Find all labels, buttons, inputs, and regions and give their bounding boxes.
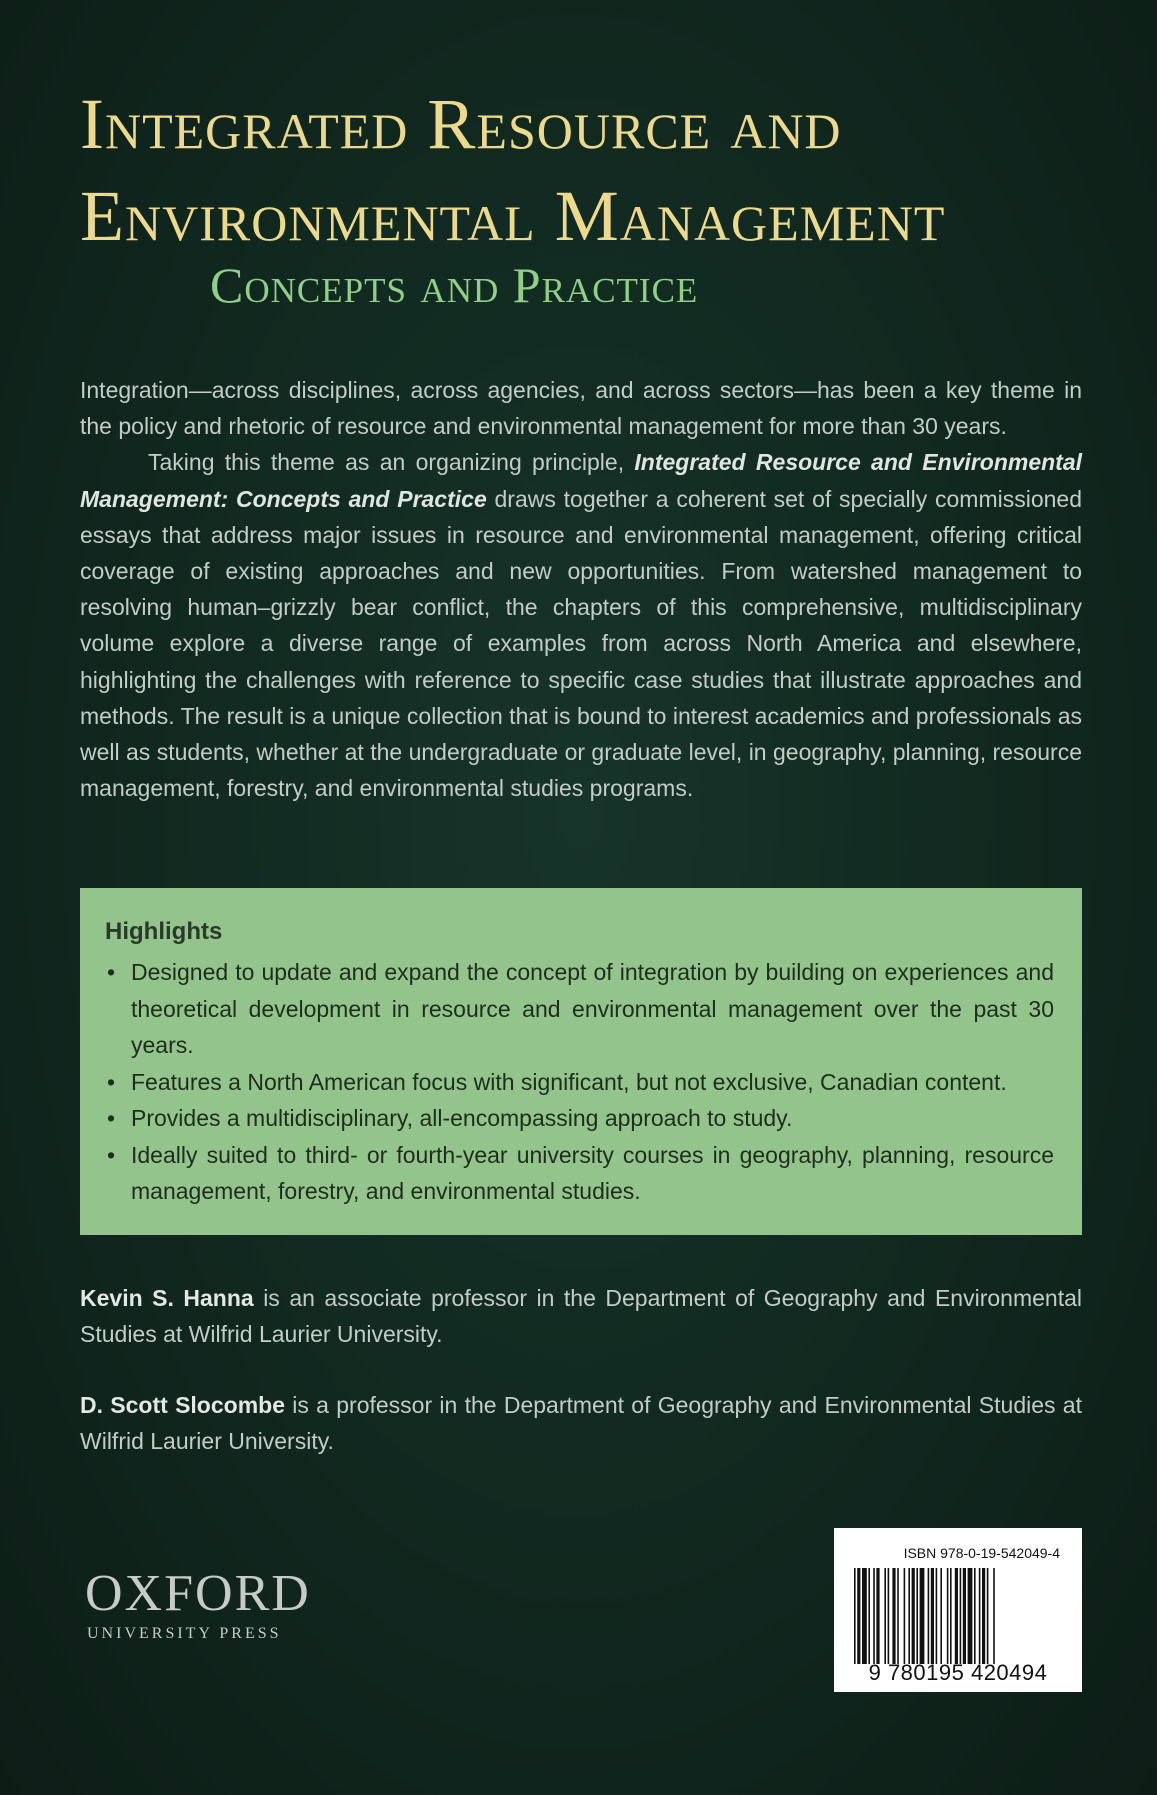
highlight-text: Features a North American focus with significant, but not exclusive, Canadian content.: [131, 1068, 1007, 1095]
bullet-icon: •: [107, 959, 116, 985]
barcode-bar: [892, 1568, 895, 1664]
barcode-bar: [920, 1568, 925, 1664]
barcode-bar: [876, 1568, 879, 1664]
author-name-1: Kevin S. Hanna: [80, 1285, 254, 1311]
barcode-bar: [960, 1568, 962, 1664]
barcode-icon: [850, 1568, 1066, 1664]
barcode-bar: [940, 1568, 942, 1664]
barcode-bar: [974, 1568, 976, 1664]
publisher-name: OXFORD: [85, 1565, 311, 1622]
barcode-bar: [873, 1568, 875, 1664]
blurb-paragraph-1: Integration—across disciplines, across agencies, and across sectors—has been a key theme in the policy and rhetoric of resource and environmental management for more than 30 years.: [80, 377, 1082, 440]
barcode-digits: 9 780195 420494: [868, 1660, 1048, 1685]
publisher-subname: UNIVERSITY PRESS: [87, 1625, 282, 1642]
author-bio-1: [80, 1280, 1082, 1352]
barcode-bar: [862, 1568, 867, 1664]
highlights-box: [80, 888, 1082, 1235]
blurb-book-title: Integrated Resource and Environmental Management: Concepts and Practice: [80, 449, 1082, 512]
highlights-heading: Highlights: [105, 918, 223, 945]
highlights-list: [105, 954, 1054, 1210]
barcode-bar: [968, 1568, 973, 1664]
barcode-bar: [928, 1568, 930, 1664]
barcode-bar: [993, 1568, 995, 1664]
barcode-bar: [897, 1568, 899, 1664]
barcode-bar: [955, 1568, 958, 1664]
barcode-bar: [912, 1568, 915, 1664]
highlight-text: Provides a multidisciplinary, all-encompassing approach to study.: [131, 1105, 793, 1131]
highlight-text: Designed to update and expand the concept of integration by building on experiences and theoretical development in resource and environmental management over the past 30 years.: [131, 959, 1054, 1058]
publisher-logo: [85, 1565, 311, 1642]
book-title-line-2: Environmental Management: [80, 176, 946, 256]
barcode-bar: [963, 1568, 966, 1664]
isbn-label: ISBN 978-0-19-542049-4: [903, 1545, 1060, 1561]
barcode-bar: [982, 1568, 985, 1664]
bullet-icon: •: [107, 1068, 116, 1095]
author-bio-text-1: is an associate professor in the Department of Geography and Environmental Studies at Wilfrid Laurier University.: [80, 1285, 1082, 1347]
barcode-bar: [884, 1568, 886, 1664]
barcode-bar: [936, 1568, 938, 1664]
author-bio-text-2: is a professor in the Department of Geography and Environmental Studies at Wilfrid Laurier University.: [80, 1392, 1082, 1454]
bullet-icon: •: [107, 1141, 116, 1168]
barcode-bar: [931, 1568, 934, 1664]
author-bio-2: [80, 1387, 1082, 1459]
barcode-bar: [857, 1568, 860, 1664]
book-subtitle: Concepts and Practice: [210, 257, 699, 313]
isbn-barcode: [834, 1528, 1082, 1692]
book-title-line-1: Integrated Resource and: [80, 84, 842, 164]
barcode-bar: [908, 1568, 910, 1664]
blurb-paragraph-2-body: draws together a coherent set of specially commissioned essays that address major issues in resource and environmental management, offering critical coverage of existing approaches and new opportunities. From watershed management to resolving human–grizzly bear conflict, the chapters of this comprehensive, multidisciplinary volume explore a diverse range of examples from across North America and elsewhere, highlighting the challenges with reference to specific case studies that illustrate approaches and methods. The result is a unique collection that is bound to interest academics and professionals as well as students, whether at the undergraduate or graduate level, in geography, planning, resource management, forestry, and environmental studies programs.: [80, 485, 1083, 802]
barcode-bar: [888, 1568, 890, 1664]
highlight-text: Ideally suited to third- or fourth-year university courses in geography, planning, resource management, forestry, and environmental studies.: [131, 1141, 1054, 1204]
blurb-paragraph-2-intro: Taking this theme as an organizing principle,: [148, 449, 635, 476]
highlight-item: [105, 1137, 1054, 1210]
author-name-2: D. Scott Slocombe: [80, 1392, 285, 1418]
highlight-item: [105, 1064, 1054, 1101]
blurb-paragraph-2: [80, 444, 1082, 806]
barcode-bar: [854, 1568, 856, 1664]
barcode-bar: [987, 1568, 989, 1664]
barcode-bar: [868, 1568, 870, 1664]
description-blurb: [80, 372, 1082, 806]
barcode-bar: [950, 1568, 952, 1664]
barcode-bar: [904, 1568, 906, 1664]
highlight-item: [105, 954, 1054, 1064]
barcode-bar: [916, 1568, 918, 1664]
highlight-item: [105, 1100, 1054, 1137]
bullet-icon: •: [107, 1105, 116, 1131]
barcode-bar: [947, 1568, 949, 1664]
barcode-bar: [979, 1568, 981, 1664]
